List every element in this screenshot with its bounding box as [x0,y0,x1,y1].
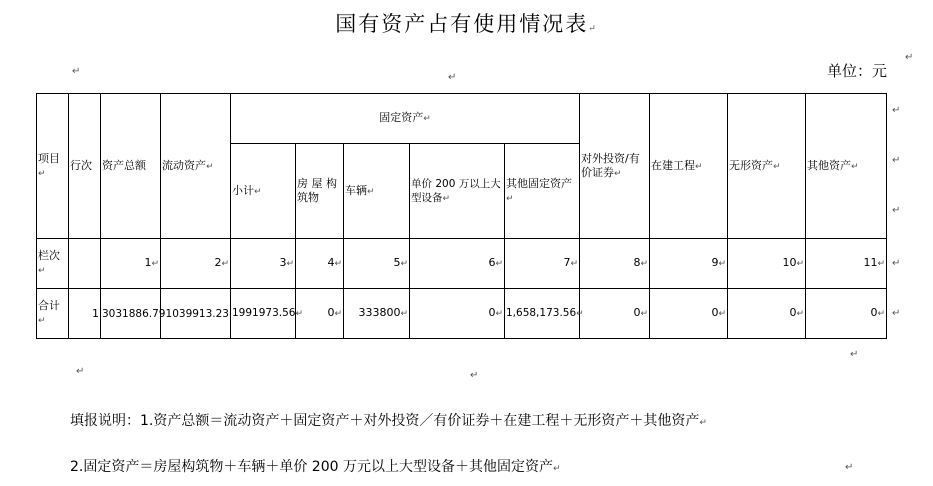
return-mark: ↵ [892,205,901,216]
table-cell: 0↵ [296,289,344,339]
table-cell: 0↵ [580,289,650,339]
table-cell: 0↵ [806,289,887,339]
table-cell: 10↵ [728,239,806,289]
header-construction: 在建工程↵ [650,94,728,239]
table-cell: 11↵ [806,239,887,289]
note-line-1: 填报说明：1.资产总额＝流动资产＋固定资产＋对外投资／有价证券＋在建工程＋无形资产＋其他资产↵ [70,413,707,429]
table-cell: 9↵ [650,239,728,289]
header-line-no: 行次 [69,94,101,239]
table-cell: 1 [69,289,101,339]
return-mark: ↵ [905,52,914,63]
return-mark: ↵ [72,66,81,77]
table-cell: 1991973.56↵ [231,289,296,339]
row-label: 合计↵ [37,289,69,339]
unit-label: 单位：元 [826,62,887,80]
table-cell: 8↵ [580,239,650,289]
return-mark: ↵ [892,258,901,269]
document-title: 国有资产占有使用情况表↵ [335,12,598,36]
table-cell: 6↵ [410,239,505,289]
header-total-assets: 资产总额 [101,94,161,239]
table-cell: 3031886.79 [101,289,161,339]
table-cell: 0↵ [650,289,728,339]
header-item: 项目↵ [37,94,69,239]
return-mark: ↵ [892,105,901,116]
return-mark: ↵ [470,370,479,381]
return-mark: ↵ [892,308,901,319]
header-intangible: 无形资产↵ [728,94,806,239]
table-cell: 5↵ [344,239,410,289]
header-vehicles: 车辆↵ [344,144,410,239]
table-row [37,289,887,339]
row-label: 栏次↵ [37,239,69,289]
header-subtotal: 小计↵ [231,144,296,239]
header-fixed-assets: 固定资产↵ [231,94,580,144]
table-cell: 2↵ [161,239,231,289]
table-cell [69,239,101,289]
table-cell: 4↵ [296,239,344,289]
asset-usage-table [36,93,887,339]
table-cell: 1039913.23 [161,289,231,339]
return-mark: ↵ [892,155,901,166]
header-current-assets: 流动资产↵ [161,94,231,239]
header-other-fixed: 其他固定资产↵ [505,144,580,239]
note-line-2: 2.固定资产＝房屋构筑物＋车辆＋单价 200 万元以上大型设备＋其他固定资产↵ [70,459,561,475]
header-buildings: 房 屋 构筑物 [296,144,344,239]
return-mark: ↵ [76,366,85,377]
table-cell: 1,658,173.56↵ [505,289,580,339]
return-mark: ↵ [845,462,854,473]
table-cell: 3↵ [231,239,296,289]
header-investment: 对外投资/有价证券↵ [580,94,650,239]
table-row [37,239,887,289]
table-cell: 1↵ [101,239,161,289]
header-other-assets: 其他资产↵ [806,94,887,239]
table-cell: 7↵ [505,239,580,289]
return-mark: ↵ [850,349,859,360]
return-mark: ↵ [448,72,457,83]
table-cell: 333800↵ [344,289,410,339]
table-cell: 0↵ [410,289,505,339]
table-cell: 0↵ [728,289,806,339]
header-large-equipment: 单价 200 万以上大型设备↵ [410,144,505,239]
